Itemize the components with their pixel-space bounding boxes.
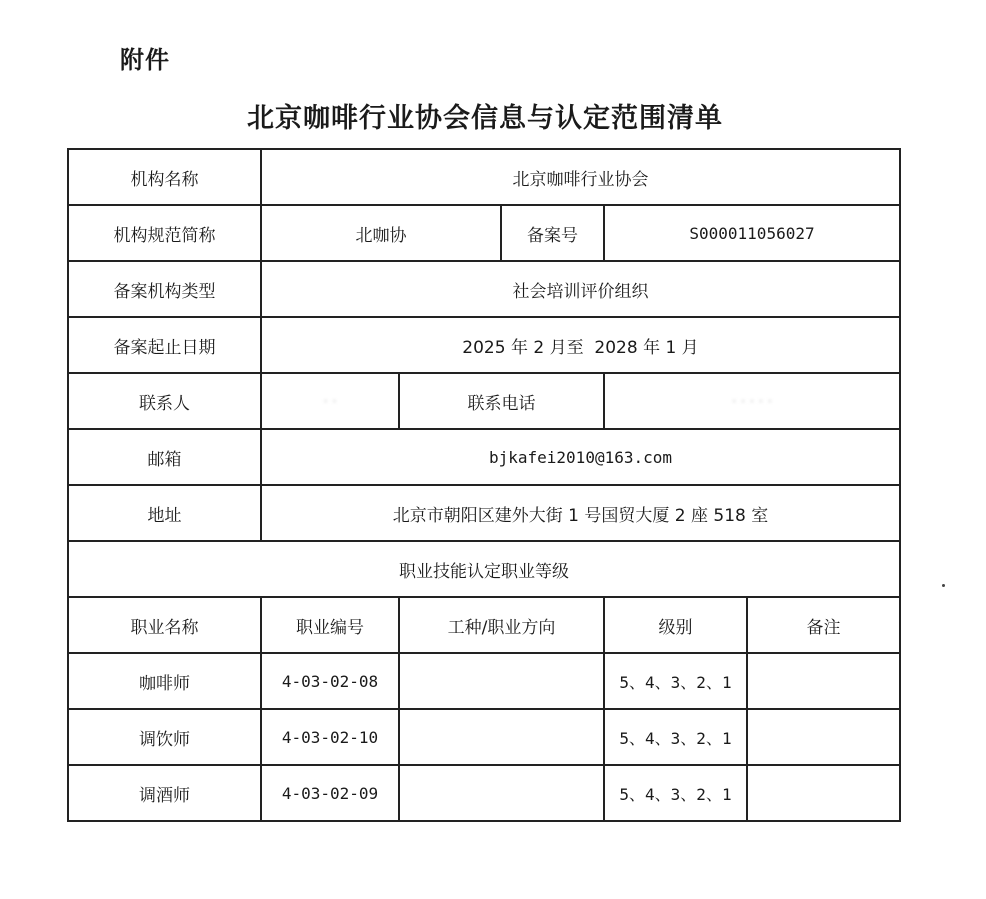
abbr-value: 北咖协 [261, 205, 501, 261]
occupation-note [747, 709, 900, 765]
record-no-label: 备案号 [501, 205, 604, 261]
redacted-mark: · · [323, 394, 337, 410]
abbr-label: 机构规范简称 [68, 205, 261, 261]
phone-value [604, 373, 900, 429]
occupation-level: 5、4、3、2、1 [604, 709, 747, 765]
table-row [68, 709, 900, 765]
info-table [67, 148, 901, 822]
type-value: 社会培训评价组织 [261, 261, 900, 317]
header-occupation-name: 职业名称 [68, 597, 261, 653]
email-label: 邮箱 [68, 429, 261, 485]
address-value: 北京市朝阳区建外大街 1 号国贸大厦 2 座 518 室 [261, 485, 900, 541]
org-name-value: 北京咖啡行业协会 [261, 149, 900, 205]
page-title: 北京咖啡行业协会信息与认定范围清单 [247, 103, 723, 134]
section-title: 职业技能认定职业等级 [68, 541, 900, 597]
phone-label: 联系电话 [399, 373, 604, 429]
occupation-code: 4-03-02-10 [261, 709, 399, 765]
type-label: 备案机构类型 [68, 261, 261, 317]
header-direction: 工种/职业方向 [399, 597, 604, 653]
row-email [68, 429, 900, 485]
org-name-label: 机构名称 [68, 149, 261, 205]
occupation-direction [399, 709, 604, 765]
occupation-direction [399, 653, 604, 709]
table-row [68, 765, 900, 821]
row-address [68, 485, 900, 541]
occupation-level: 5、4、3、2、1 [604, 765, 747, 821]
row-period [68, 317, 900, 373]
row-type [68, 261, 900, 317]
address-label: 地址 [68, 485, 261, 541]
period-label: 备案起止日期 [68, 317, 261, 373]
period-value: 2025 年 2 月至 2028 年 1 月 [261, 317, 900, 373]
redacted-mark: · · · · · [731, 394, 773, 410]
occupation-note [747, 765, 900, 821]
record-no-value: S000011056027 [604, 205, 900, 261]
occupation-level: 5、4、3、2、1 [604, 653, 747, 709]
contact-value [261, 373, 399, 429]
occupation-header-row [68, 597, 900, 653]
row-abbr [68, 205, 900, 261]
occupation-name: 调酒师 [68, 765, 261, 821]
occupation-name: 调饮师 [68, 709, 261, 765]
scan-speck [942, 584, 945, 587]
occupation-code: 4-03-02-09 [261, 765, 399, 821]
occupation-note [747, 653, 900, 709]
row-section-title [68, 541, 900, 597]
header-note: 备注 [747, 597, 900, 653]
attachment-label: 附件 [120, 46, 170, 74]
contact-label: 联系人 [68, 373, 261, 429]
occupation-code: 4-03-02-08 [261, 653, 399, 709]
table-row [68, 653, 900, 709]
header-level: 级别 [604, 597, 747, 653]
header-occupation-code: 职业编号 [261, 597, 399, 653]
row-org-name [68, 149, 900, 205]
occupation-name: 咖啡师 [68, 653, 261, 709]
row-contact [68, 373, 900, 429]
email-value: bjkafei2010@163.com [261, 429, 900, 485]
occupation-direction [399, 765, 604, 821]
